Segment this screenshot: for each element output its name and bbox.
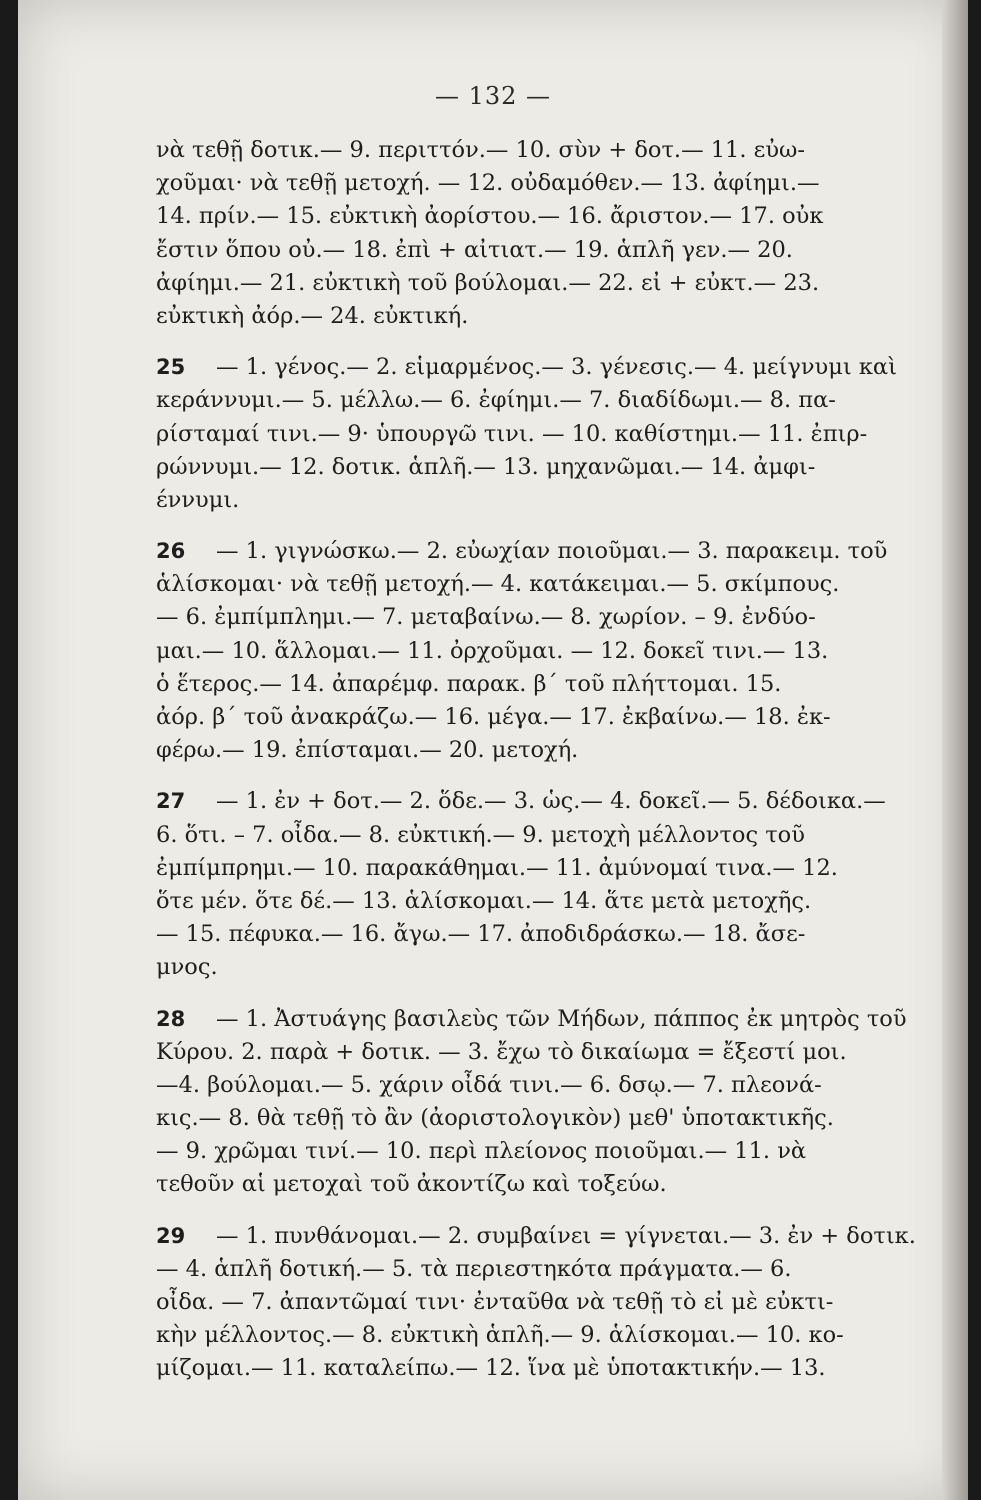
section-number: 26 [156, 539, 186, 564]
text-line: — 1. γιγνώσκω.— 2. εὐωχίαν ποιοῦμαι.— 3. παρακειμ. τοῦ [216, 538, 888, 565]
text-line: — 1. γένος.— 2. εἱμαρμένος.— 3. γένεσις.— 4. μείγνυμι καὶ [216, 354, 897, 381]
text-line: — 1. Ἀστυάγης βασιλεὺς τῶν Μήδων, πάππος ἐκ μητρὸς τοῦ [216, 1005, 907, 1032]
answer-section [156, 134, 964, 333]
section-body [156, 535, 964, 767]
section-body [156, 134, 964, 333]
answer-section [156, 351, 964, 517]
page-number: — 132 — [434, 82, 552, 110]
text-line: κεράννυμι.— 5. μέλλω.— 6. ἐφίημι.— 7. διαδίδωμι.— 8. πα- [156, 387, 836, 414]
text-line: — 6. ἐμπίμπλημι.— 7. μεταβαίνω.— 8. χωρίον. – 9. ἐνδύο- [156, 604, 816, 631]
text-line: ἐμπίμπρημι.— 10. παρακάθημαι.— 11. ἀμύνομαί τινα.— 12. [156, 854, 838, 881]
answer-section [156, 785, 964, 984]
text-line: ἔστιν ὅπου οὐ.— 18. ἐπὶ + αἰτιατ.— 19. ἁπλῆ γεν.— 20. [156, 236, 793, 263]
text-line: Κύρου. 2. παρὰ + δοτικ. — 3. ἔχω τὸ δικαίωμα = ἔξεστί μοι. [156, 1038, 847, 1065]
section-body [156, 785, 964, 984]
section-body [156, 1003, 964, 1202]
text-line: μαι.— 10. ἅλλομαι.— 11. ὀρχοῦμαι. — 12. δοκεῖ τινι.— 13. [156, 637, 829, 664]
text-line: χοῦμαι· νὰ τεθῇ μετοχή. — 12. οὐδαμόθεν.— 13. ἀφίημι.— [156, 170, 820, 197]
text-line: — 15. πέφυκα.— 16. ἄγω.— 17. ἀποδιδράσκω.— 18. ἄσε- [156, 921, 806, 948]
text-line: μνος. [156, 954, 218, 981]
text-line: τεθοῦν αἱ μετοχαὶ τοῦ ἀκοντίζω καὶ τοξεύω. [156, 1171, 667, 1198]
answer-section [156, 535, 964, 767]
section-number: 25 [156, 355, 186, 380]
section-number: 28 [156, 1006, 186, 1031]
text-line: ἀόρ. β΄ τοῦ ἀνακράζω.— 16. μέγα.— 17. ἐκβαίνω.— 18. ἐκ- [156, 704, 831, 730]
text-line: ἀφίημι.— 21. εὐκτικὴ τοῦ βούλομαι.— 22. εἰ + εὐκτ.— 23. [156, 269, 820, 296]
text-line: — 9. χρῶμαι τινί.— 10. περὶ πλείονος ποιοῦμαι.— 11. νὰ [156, 1138, 807, 1165]
text-line: — 4. ἁπλῆ δοτική.— 5. τὰ περιεστηκότα πράγματα.— 6. [156, 1255, 792, 1282]
text-line: 6. ὅτι. – 7. οἶδα.— 8. εὐκτική.— 9. μετοχὴ μέλλοντος τοῦ [156, 821, 805, 848]
text-line: 14. πρίν.— 15. εὐκτικὴ ἀορίστου.— 16. ἄριστον.— 17. οὐκ [156, 203, 824, 230]
text-line: κὴν μέλλοντος.— 8. εὐκτικὴ ἁπλῆ.— 9. ἁλίσκομαι.— 10. κο- [156, 1322, 844, 1349]
text-line: ὁ ἕτερος.— 14. ἀπαρέμφ. παρακ. β΄ τοῦ πλήττομαι. 15. [156, 670, 782, 697]
section-number: 27 [156, 789, 186, 814]
section-number: 29 [156, 1223, 186, 1248]
text-line: κις.— 8. θὰ τεθῇ τὸ ἂν (ἀοριστολογικὸν) μεθ' ὑποτακτικῆς. [156, 1105, 834, 1132]
text-line: — 1. πυνθάνομαι.— 2. συμβαίνει = γίγνεται.— 3. ἐν + δοτικ. [216, 1222, 916, 1249]
text-line: — 1. ἐν + δοτ.— 2. ὅδε.— 3. ὡς.— 4. δοκεῖ.— 5. δέδοικα.— [216, 788, 886, 815]
page-content [156, 134, 964, 1386]
text-line: νὰ τεθῇ δοτικ.— 9. περιττόν.— 10. σὺν + δοτ.— 11. εὐω- [156, 137, 805, 163]
section-body [156, 1220, 964, 1386]
text-line: εὐκτικὴ ἀόρ.— 24. εὐκτική. [156, 302, 469, 329]
book-page [18, 0, 968, 1500]
text-line: ἁλίσκομαι· νὰ τεθῇ μετοχή.— 4. κατάκειμαι.— 5. σκίμπους. [156, 571, 840, 598]
text-line: ρώννυμι.— 12. δοτικ. ἁπλῆ.— 13. μηχανῶμαι.— 14. ἀμφι- [156, 453, 816, 480]
text-line: φέρω.— 19. ἐπίσταμαι.— 20. μετοχή. [156, 737, 579, 764]
section-body [156, 351, 964, 517]
text-line: έννυμι. [156, 486, 240, 513]
answer-section [156, 1003, 964, 1202]
text-line: —4. βούλομαι.— 5. χάριν οἶδά τινι.— 6. δσῳ.— 7. πλεονά- [156, 1071, 822, 1098]
text-line: ὅτε μέν. ὅτε δέ.— 13. ἁλίσκομαι.— 14. ἅτε μετὰ μετοχῆς. [156, 887, 812, 914]
text-line: ρίσταμαί τινι.— 9· ὑπουργῶ τινι. — 10. καθίστημι.— 11. ἐπιρ- [156, 420, 868, 447]
answer-section [156, 1220, 964, 1386]
text-line: οἶδα. — 7. ἀπαντῶμαί τινι· ἐνταῦθα νὰ τεθῇ τὸ εἰ μὲ εὐκτι- [156, 1289, 834, 1315]
text-line: μίζομαι.— 11. καταλείπω.— 12. ἵνα μὲ ὑποτακτικήν.— 13. [156, 1355, 826, 1382]
